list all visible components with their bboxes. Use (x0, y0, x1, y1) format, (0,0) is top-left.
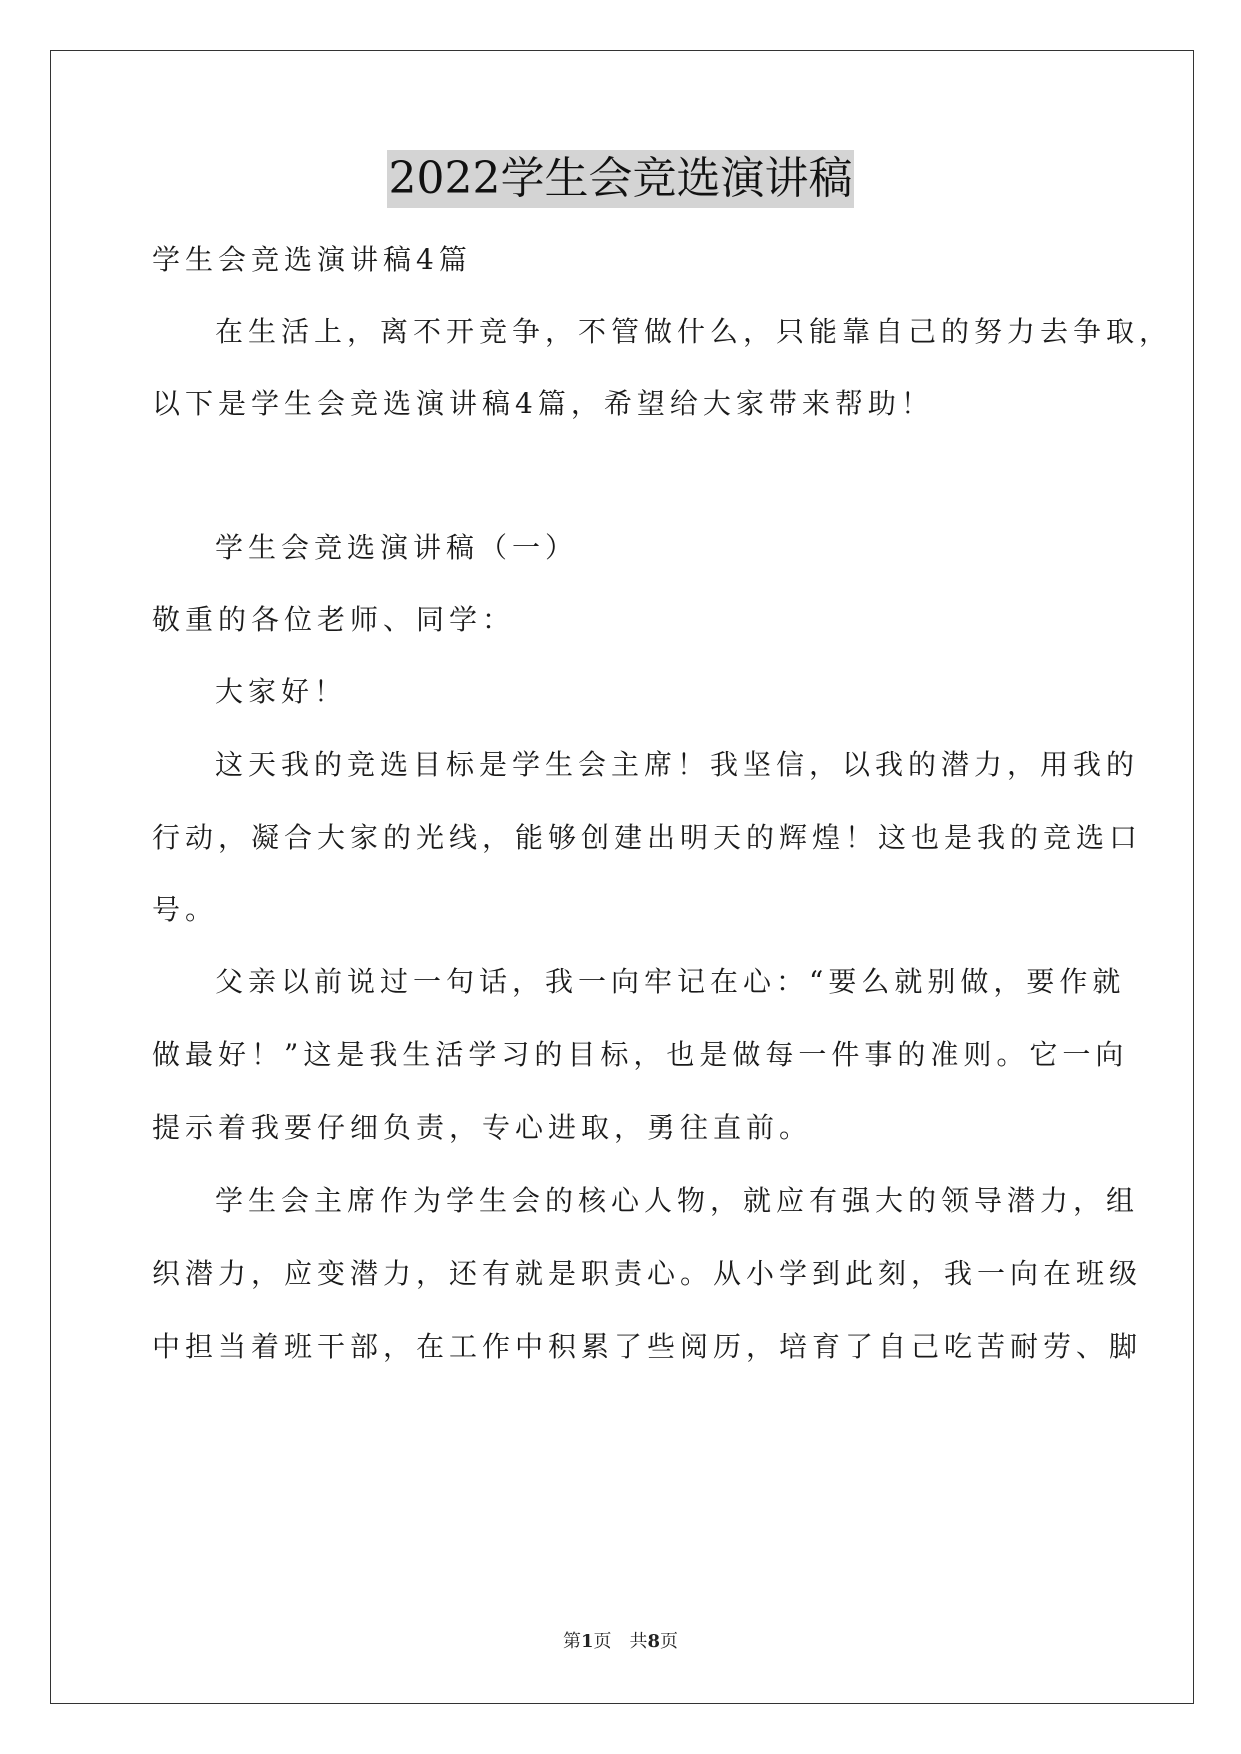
paragraph-line: 以下是学生会竞选演讲稿4篇，希望给大家带来帮助！ (152, 387, 934, 420)
paragraph-line: 做最好！”这是我生活学习的目标，也是做每一件事的准则。它一向 (152, 1038, 1129, 1071)
subtitle-line: 学生会竞选演讲稿4篇 (152, 243, 472, 276)
document-title: 2022学生会竞选演讲稿 (387, 150, 855, 208)
paragraph-line: 织潜力，应变潜力，还有就是职责心。从小学到此刻，我一向在班级 (152, 1257, 1143, 1290)
paragraph-line: 号。 (152, 893, 219, 926)
paragraph-line: 在生活上，离不开竞争，不管做什么，只能靠自己的努力去争取， (215, 315, 1173, 348)
footer-prefix: 第 (562, 1631, 581, 1652)
current-page-number: 1 (580, 1631, 594, 1652)
paragraph-line: 行动，凝合大家的光线，能够创建出明天的辉煌！这也是我的竞选口 (152, 821, 1143, 854)
paragraph-line: 学生会主席作为学生会的核心人物，就应有强大的领导潜力，组 (215, 1184, 1140, 1217)
title-container (0, 150, 1241, 208)
footer-mid: 页 共 (593, 1631, 648, 1652)
footer-suffix: 页 (660, 1631, 679, 1652)
paragraph-line: 提示着我要仔细负责，专心进取，勇往直前。 (152, 1111, 813, 1144)
total-page-number: 8 (647, 1631, 661, 1652)
paragraph-line: 这天我的竞选目标是学生会主席！我坚信，以我的潜力，用我的 (215, 748, 1140, 781)
greeting-line: 大家好！ (215, 675, 348, 708)
page-border (50, 50, 1194, 1704)
page-footer (0, 1630, 1241, 1654)
paragraph-line: 父亲以前说过一句话，我一向牢记在心：“要么就别做，要作就 (215, 965, 1126, 998)
section-heading: 学生会竞选演讲稿（一） (215, 531, 579, 564)
salutation-line: 敬重的各位老师、同学： (152, 603, 516, 636)
paragraph-line: 中担当着班干部，在工作中积累了些阅历，培育了自己吃苦耐劳、脚 (152, 1330, 1143, 1363)
